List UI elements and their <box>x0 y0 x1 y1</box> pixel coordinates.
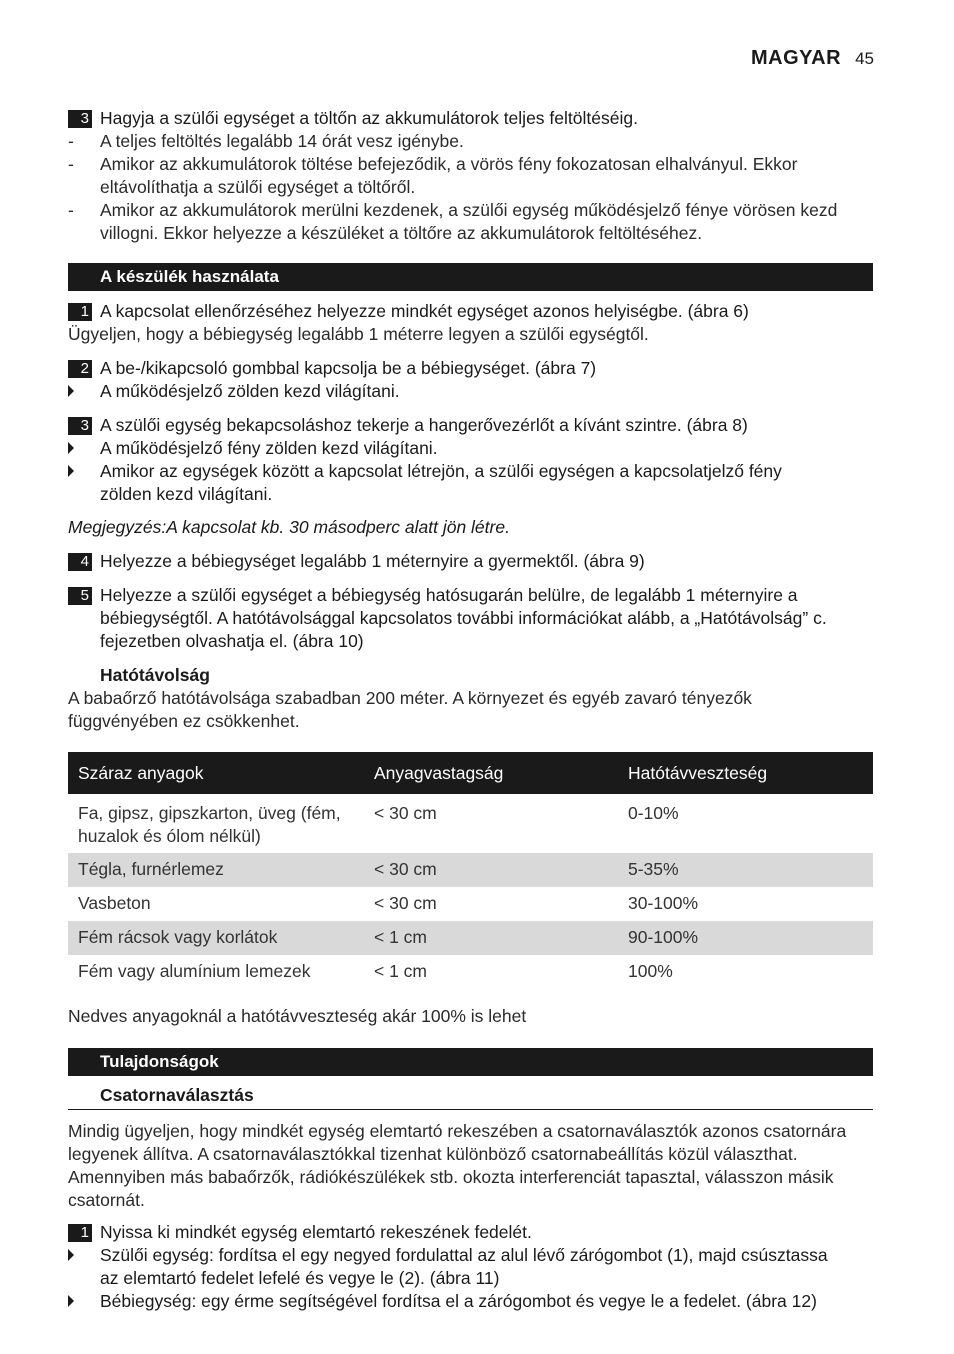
table-row: Tégla, furnérlemez < 30 cm 5-35% <box>68 853 873 887</box>
channel-heading: Csatornaválasztás <box>100 1085 254 1105</box>
bullet-arrow-icon <box>68 1249 74 1261</box>
result-arrow-icon <box>68 385 74 397</box>
bullet-arrow-icon <box>68 1295 74 1307</box>
step-number: 4 <box>68 553 92 571</box>
features-step-1: 1 Nyissa ki mindkét egység elemtartó rekeszének fedelét. Szülői egység: fordítsa el egy negyed fordulattal az alul lévő zárógombot (1), majd csúsztassa az elemtartó fedelet lefelé és vegye le (2). (ábra 11) Bébiegység: egy érme segítségével fordítsa el a zárógombot és vegye le a fedelet. (ábra 12) <box>68 1221 873 1313</box>
dash-item: - Amikor az akkumulátorok töltése befejeződik, a vörös fény fokozatosan elhalványul. Ekkor <box>68 154 798 174</box>
range-heading: Hatótávolság <box>100 665 210 685</box>
table-row: Fém rácsok vagy korlátok < 1 cm 90-100% <box>68 921 873 955</box>
divider <box>68 1109 873 1110</box>
result-arrow-icon <box>68 442 74 454</box>
step-number: 3 <box>68 110 92 128</box>
use-step-2: 2 A be-/kikapcsoló gombbal kapcsolja be a bébiegységet. (ábra 7) A működésjelző zölden kezd világítani. <box>68 357 873 403</box>
use-step-1: 1 A kapcsolat ellenőrzéséhez helyezze mindkét egységet azonos helyiségbe. (ábra 6) Ügyeljen, hogy a bébiegység legalább 1 méterre legyen a szülői egységtől. <box>68 301 749 344</box>
dash-item: - A teljes feltöltés legalább 14 órát vesz igénybe. <box>68 131 464 151</box>
channel-paragraph: Mindig ügyeljen, hogy mindkét egység elemtartó rekeszében a csatornaválasztók azonos csatornára legyenek állítva. A csatornaválasztókkal tizenhat különböző csatornabeállítás közül választhat. Amennyiben más babaőrzők, rádiókészülékek stb. okozta interferenciát tapasztal, válasszon másik csatornát. <box>68 1121 847 1210</box>
charging-step: 3 Hagyja a szülői egységet a töltőn az akkumulátorok teljes feltöltéséig. - A teljes feltöltés legalább 14 órát vesz igénybe. - Amikor az akkumulátorok töltése befejeződik, a vörös fény fokozatosan elhalványul. Ekkor eltávolíthatja a szülői egységet a töltőről. - Amikor az akkumulátorok merülni kezdenek, a szülői egység működésjelző fénye vörösen kezd villogni. Ekkor helyezze a készüléket a töltőre az akkumulátorok feltöltéséhez. <box>68 107 873 245</box>
use-step-5: 5 Helyezze a szülői egységet a bébiegység hatósugarán belülre, de legalább 1 méternyire a bébiegységtől. A hatótávolsággal kapcsolatos további információkat alább, a „Hatótávolság” c. fejezetben olvashatja el. (ábra 10) <box>68 584 873 653</box>
table-row: Vasbeton < 30 cm 30-100% <box>78 893 699 913</box>
range-loss-table <box>68 752 873 989</box>
section-heading-use: A készülék használata <box>68 263 873 291</box>
step-3-charging: 3 Hagyja a szülői egységet a töltőn az akkumulátorok teljes feltöltéséig. <box>68 107 873 130</box>
language-label: MAGYAR <box>751 47 842 69</box>
result-arrow-icon <box>68 465 74 477</box>
page-number: 45 <box>855 49 874 68</box>
use-step-3: 3 A szülői egység bekapcsoláshoz tekerje a hangerővezérlőt a kívánt szintre. (ábra 8) A működésjelző fény zölden kezd világítani. Amikor az egységek között a kapcsolat létrejön, a szülői egységen a kapcsolatjelző fény zölden kezd világítani. <box>68 414 873 506</box>
dash-item: - Amikor az akkumulátorok merülni kezdenek, a szülői egység működésjelző fénye vörösen kezd <box>68 200 838 220</box>
step-number: 2 <box>68 360 92 378</box>
note: Megjegyzés:A kapcsolat kb. 30 másodperc alatt jön létre. <box>68 517 510 537</box>
range-section: Hatótávolság A babaőrző hatótávolsága szabadban 200 méter. A környezet és egyéb zavaró tényezők függvényében ez csökkenhet. <box>68 664 873 733</box>
table-header: Anyagvastagság <box>364 752 618 794</box>
table-header: Száraz anyagok <box>68 752 364 794</box>
table-footnote: Nedves anyagoknál a hatótávveszteség akár 100% is lehet <box>68 1006 527 1026</box>
table-row: Fa, gipsz, gipszkarton, üveg (fém, huzalok és ólom nélkül) < 30 cm 0-10% <box>78 803 679 846</box>
table-row: Fém vagy alumínium lemezek < 1 cm 100% <box>78 961 673 981</box>
step-number: 1 <box>68 303 92 321</box>
section-heading-features: Tulajdonságok <box>68 1048 873 1076</box>
step-number: 1 <box>68 1224 92 1242</box>
table-header: Hatótávveszteség <box>618 752 873 794</box>
step-number: 3 <box>68 417 92 435</box>
use-step-4: 4 Helyezze a bébiegységet legalább 1 méternyire a gyermektől. (ábra 9) <box>68 550 873 573</box>
table-header-row <box>68 752 873 794</box>
step-number: 5 <box>68 587 92 605</box>
page-header <box>751 47 874 70</box>
